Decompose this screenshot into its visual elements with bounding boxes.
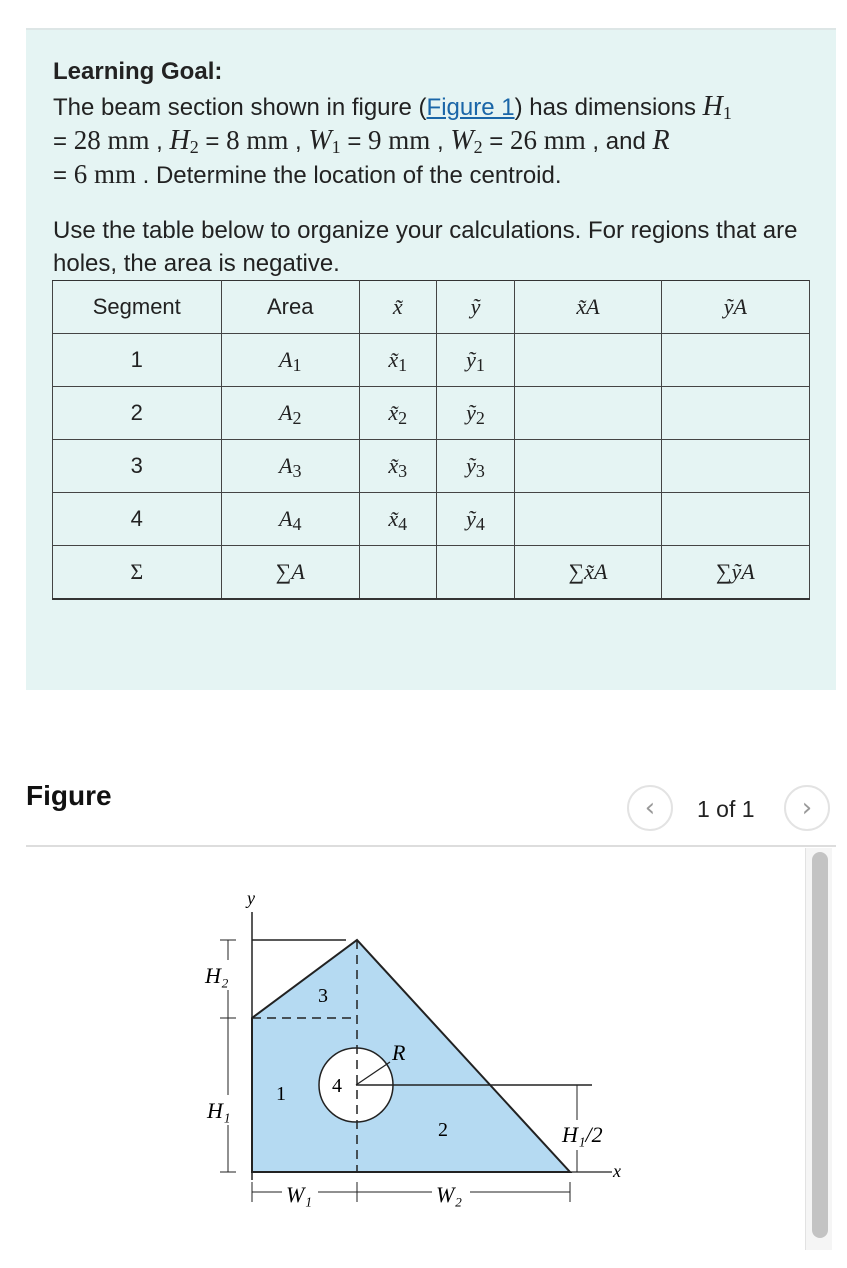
table-row (53, 493, 810, 546)
sum-y-tilde-a-cell: ∑ỹA (661, 546, 809, 600)
y-axis-label: y (247, 888, 255, 908)
w1-value: 9 mm (368, 125, 431, 155)
h2-label: H₂ (205, 963, 229, 988)
segment-2-label: 2 (438, 1119, 448, 1141)
header-y-tilde: ỹ (436, 281, 515, 334)
segment-cell: 3 (53, 440, 222, 493)
h1-label: H₁ (207, 1098, 231, 1123)
and-text: and (605, 128, 646, 155)
header-x-tilde: x̃ (359, 281, 436, 334)
figure-divider (26, 845, 836, 847)
y-tilde-cell: ỹ$_2$ (436, 387, 515, 440)
y-tilde-a-cell (661, 493, 809, 546)
figure-title: Figure (26, 780, 112, 811)
area-cell: $A_2$ (221, 387, 359, 440)
area-cell: $A_3$ (221, 440, 359, 493)
y-tilde-a-cell (661, 387, 809, 440)
goal-intro-after: ) has dimensions (514, 94, 703, 121)
chevron-right-icon: › (801, 793, 813, 823)
r-value: 6 mm (73, 159, 136, 189)
header-y-tilde-a: ỹA (661, 281, 809, 334)
previous-figure-button[interactable] (627, 785, 673, 831)
learning-goal-text: The beam section shown in figure (Figure 1) has dimensions $H_1$ = 28 mm , $H_2 = 8$ mm , $W_1 = 9$ mm , $W_2 = 26$ mm , and R = 6 mm . Determine the location of the centroid. (53, 91, 732, 189)
x-tilde-a-cell (515, 440, 661, 493)
header-segment: Segment (53, 281, 222, 334)
header-area: Area (221, 281, 359, 334)
table-row (53, 334, 810, 387)
x-tilde-cell: $x̃_3$ (359, 440, 436, 493)
table-sum-row (53, 546, 810, 600)
x-tilde-cell: $x̃_4$ (359, 493, 436, 546)
beam-section-shape (252, 940, 570, 1172)
h1-value: 28 mm (73, 125, 150, 155)
table-instructions: Use the table below to organize your calculations. For regions that are holes, the area is negative. (53, 217, 798, 277)
segment-cell: 4 (53, 493, 222, 546)
radius-label: R (392, 1040, 406, 1065)
y-tilde-a-cell (661, 440, 809, 493)
segment-4-label: 4 (332, 1075, 342, 1097)
goal-intro: The beam section shown in figure ( (53, 94, 427, 121)
x-tilde-cell: $x̃_2$ (359, 387, 436, 440)
x-tilde-a-cell (515, 387, 661, 440)
beam-section-diagram (190, 880, 650, 1220)
h2-value: 8 mm (226, 125, 289, 155)
segment-cell: 1 (53, 334, 222, 387)
table-row (53, 387, 810, 440)
calculation-table (52, 280, 810, 600)
sum-segment-cell: Σ (53, 546, 222, 600)
r-symbol: R (652, 125, 670, 156)
sum-y-cell (436, 546, 515, 600)
w2-value: 26 mm (510, 125, 586, 155)
x-axis-label: x (613, 1161, 621, 1181)
h1-symbol: $H_1$ (702, 91, 732, 123)
sum-x-cell (359, 546, 436, 600)
sum-area-cell: ∑A (221, 546, 359, 600)
segment-3-label: 3 (318, 985, 328, 1007)
w2-label: W₂ (436, 1182, 462, 1207)
chevron-left-icon: ‹ (644, 793, 656, 823)
area-cell: $A_4$ (221, 493, 359, 546)
next-figure-button[interactable] (784, 785, 830, 831)
h2-symbol: $H_2$ (169, 125, 199, 157)
h1-half-label: H₁/2 (562, 1122, 603, 1147)
w1-label: W₁ (286, 1182, 312, 1207)
figure-scrollbar-thumb[interactable] (812, 852, 828, 1238)
w2-symbol: $W_2$ (450, 125, 483, 157)
area-cell: $A_1$ (221, 334, 359, 387)
x-tilde-a-cell (515, 493, 661, 546)
learning-goal-title: Learning Goal: (53, 58, 223, 85)
x-tilde-a-cell (515, 334, 661, 387)
learning-goal-panel (26, 28, 836, 690)
segment-1-label: 1 (276, 1083, 286, 1105)
figure-page-indicator: 1 of 1 (697, 796, 755, 822)
sum-x-tilde-a-cell: ∑x̃A (515, 546, 661, 600)
y-tilde-cell: ỹ$_4$ (436, 493, 515, 546)
figure-1-link[interactable]: Figure 1 (426, 94, 515, 121)
y-tilde-cell: ỹ$_1$ (436, 334, 515, 387)
y-tilde-a-cell (661, 334, 809, 387)
segment-cell: 2 (53, 387, 222, 440)
table-header-row (53, 281, 810, 334)
table-row (53, 440, 810, 493)
header-x-tilde-a: x̃A (515, 281, 661, 334)
goal-determine: . Determine the location of the centroid. (142, 162, 562, 189)
y-tilde-cell: ỹ$_3$ (436, 440, 515, 493)
w1-symbol: $W_1$ (308, 125, 341, 157)
x-tilde-cell: $x̃_1$ (359, 334, 436, 387)
